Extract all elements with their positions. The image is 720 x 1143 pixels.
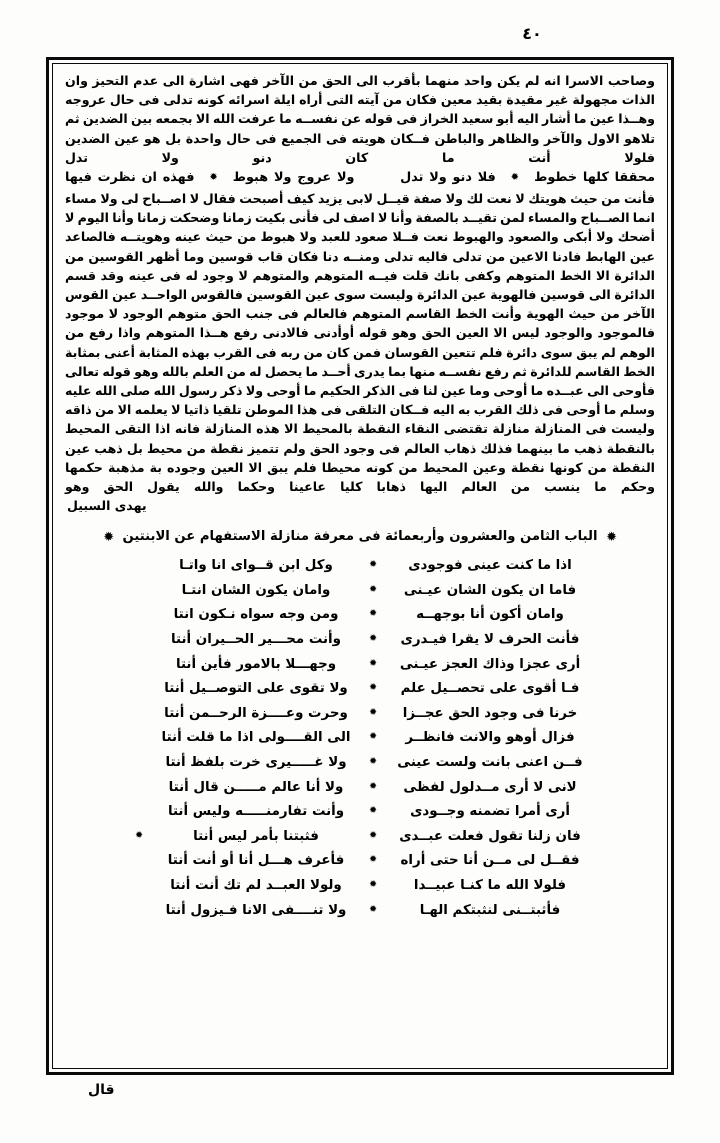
verse-star-icon-2: ✹ [209,172,218,184]
verse-hemistich-right: فلولا الله ما كنـا عبيــدا [413,877,567,893]
poem-verse [65,849,655,874]
verse-separator-star-icon: ✹ [369,633,377,645]
verse-separator-star-icon: ✹ [369,608,377,620]
poem-verse [65,702,655,727]
poem-verse [65,899,655,924]
verse-star-icon: ✹ [510,172,520,184]
folio-number: ٤٠ [522,24,542,43]
inline-verse-segment-mid-left: ولا عروج ولا هبوط [232,170,355,186]
verse-separator-star-icon: ✹ [369,903,377,915]
verse-hemistich-left: فأعرف هـــل أنا أو أنت أنتا [167,853,345,869]
verse-hemistich-left: وكل ابن قــواى انا واتـا [179,558,333,574]
poem-verse [65,603,655,628]
verse-hemistich-left: وحرت وعــــزة الرحــمن أنتا [164,705,348,721]
verse-separator-star-icon: ✹ [369,756,377,768]
inline-verse-segment-right: فهذه ان نظرت فيها [65,170,195,186]
poem-verse [65,554,655,579]
page-frame-outer [46,57,674,1075]
verse-hemistich-left: وأنت تفارمنـــــه وليس أنتا [167,804,345,820]
inline-verse-line [65,168,655,188]
verse-hemistich-left: ولا تنــــفى الانا فـيزول أنتا [165,902,347,918]
verse-hemistich-right: فان زلنا تقول فعلت عبــدى [399,828,581,844]
poem-verse [65,776,655,801]
heading-ornament-right-icon: ✹ [606,530,617,546]
inline-verse-segment-left: فلا دنو ولا تدل [400,170,496,186]
verse-separator-star-icon: ✹ [369,854,377,866]
verse-hemistich-right: لانى لا أرى مــدلول لفظى [403,779,577,795]
verse-separator-star-icon: ✹ [369,682,377,694]
poem-verse [65,653,655,678]
page-frame-inner [52,63,668,1069]
verse-hemistich-left: ومن وجه سواه نـكون انتا [173,607,339,623]
verse-hemistich-left: ولا تقوى على التوصــيل أنتا [164,681,348,697]
verse-separator-star-icon: ✹ [369,657,377,669]
verse-hemistich-right: فأثبتــنى لنثبتكم الهـا [419,902,561,918]
chapter-heading-text: الباب الثامن والعشرون وأربعمائة فى معرفة منازلة الاستفهام عن الابنتين [122,529,598,545]
verse-separator-star-icon: ✹ [369,731,377,743]
poem-verse [65,628,655,653]
verse-separator-star-icon: ✹ [369,706,377,718]
prose-paragraph-b: فأنت من حيث هويتك لا نعت لك ولا صفة قيــل لابى يزيد كيف أصبحت فقال لا اصــباح لى ولا مساء انما الصــباح والمساء لمن تقيــد بالصفة وأنا لا اصف لى فأنى بكيت زمانا وضحكت زمانا وأنا اليوم لا أضحك ولا أبكى والصعود والهبوط نعت فــلا صعود للعبد ولا هبوط من حيث عينه وهويتــه فالصاعد عين الهابط فادنا الاعين من تدلى فاليه تدلى ومنــه دنا فكان قاب قوسين وما أظهر القوسين من الدائرة الا الخط المتوهم وكفى بانك قلت فيــه المتوهم والمتوهم لا وجود له فى عينه وقد قسم الدائرة الى قوسين فالهوية عين الدائرة وليست سوى عين القوسين فالقوس الواحــد عين القوس الآخر من حيث الهوية وأنت الخط القاسم المتوهم فالعالم فى جنب الحق متوهم الوجود لا موجود فالموجود والوجود ليس الا العين الحق وهو قوله أوأدنى فالادنى رفع هــذا المتوهم واذا رفع من الوهم لم يبق سوى دائرة فلم تتعين القوسان فمن كان من ربه فى القرب بهذه المثابة أعنى بمثابة الخط القاسم للدائرة ثم رفع نفســه منها بما يدرى أحــد ما يحصل له من العلم بالله وهو قوله تعالى فأوحى الى عبــده ما أوحى وما عين لنا فى الذكر الحكيم ما أوحى ولا ذكر رسول الله صلى الله عليه وسلم ما أوحى فى ذلك القرب به اليه فــكان التلقى فى هذا الموطن تلقيا ذاتيا لا يعلمه الا من ذاقه وليست فى المنازلة منازلة تقتضى النقاء النقطة بالمحيط الا هذه المنازلة فانه اذا التقى المحيط بالنقطة ذهب ما بينهما فذلك ذهاب العالم فى وجود الحق ولم تتميز نقطة من محيط بل ذهب عين النقطة من كونها نقطة وعين المحيط من كونه محيطا فلم يبق الا العين وجوده بة مذهبة حكمها وحكم ما ينسب من العالم اليها ذهابا كليا عاعينا وحكما والله يقول الحق وهو [65,191,655,495]
verse-hemistich-right: فقــل لى مــن أنا حتى أراه [400,853,580,869]
verse-hemistich-right: فاما ان يكون الشان عيـنى [403,582,577,598]
prose-block [65,71,655,496]
verse-separator-star-icon: ✹ [369,805,377,817]
prose-paragraph-a: وصاحب الاسرا انه لم يكن واحد منهما بأقرب الى الحق من الآخر فهى اشارة الى عدم التحيز وان الذات مجهولة غير مقيدة بقيد معين فكان من آيته التى أراه ايلة اسرائه كونه تدلى فى حال عروجه وهــذا عين ما أشار اليه أبو سعيد الخراز فى قوله عن نفســه ما عرفت الله الا بجمعه بين الضدين ثم تلاهو الاول والآخر والظاهر والباطن فــكان هويته فى الجميع فى حال واحدة بل هو عين الضدين فلولا أنت ما كان دنو ولا تدل [65,73,655,165]
chapter-heading [65,529,655,544]
verse-hemistich-right: أرى أمرا تضمنه وجــودى [410,804,570,820]
poem-block [65,554,655,923]
verse-trailing-star-icon: ✹ [135,829,143,841]
verse-hemistich-right: أرى عجزا وذاك العجز عيـنى [399,656,581,672]
verse-hemistich-right: فزال أوهو والانت فانظــر [405,730,575,746]
poem-verse [65,874,655,899]
catchword: قال [88,1082,115,1098]
verse-hemistich-right: فــن اعنى بانت ولست عينى [397,755,583,771]
verse-hemistich-left: ولا غـــــيرى خرت بلفظ أنتا [165,755,347,771]
verse-separator-star-icon: ✹ [369,878,377,890]
verse-hemistich-right: خرنا فى وجود الحق عجــزا [402,705,578,721]
poem-verse [65,677,655,702]
verse-hemistich-left: وجهـــلا بالامور فأين أنتا [175,656,337,672]
verse-hemistich-left: ولا أنا عالم مـــــن قال أنتا [168,779,344,795]
prose-tail-line: يهدى السبيل [67,498,147,514]
verse-hemistich-right: فـا أقوى على تحصــيل علم [400,681,580,697]
verse-hemistich-right: فأنت الحرف لا يقرا فيـدرى [400,632,580,648]
poem-verse [65,800,655,825]
verse-separator-star-icon: ✹ [369,780,377,792]
verse-separator-star-icon: ✹ [369,559,377,571]
verse-hemistich-left: فثبتنا بأمر ليس أنتا [193,828,319,844]
verse-hemistich-right: اذا ما كنت عينى فوجودى [408,558,572,574]
verse-hemistich-left: ولولا العبــد لم تك أنت أنتا [170,877,342,893]
inline-verse-segment-far-left: محققا كلها خطوط [534,170,656,186]
verse-hemistich-left: الى القــــولى اذا ما قلت أنتا [161,730,351,746]
heading-ornament-left-icon: ✹ [103,530,114,546]
poem-verse [65,751,655,776]
verse-hemistich-left: وامان يكون الشان انتـا [181,582,331,598]
verse-separator-star-icon: ✹ [369,583,377,595]
poem-verse [65,825,655,850]
verse-separator-star-icon: ✹ [369,829,377,841]
poem-verse [65,726,655,751]
poem-verse [65,579,655,604]
verse-hemistich-left: وأنت محـــير الحــيران أنتا [171,632,341,648]
verse-hemistich-right: وامان أكون أنا بوجهــه [416,607,564,623]
